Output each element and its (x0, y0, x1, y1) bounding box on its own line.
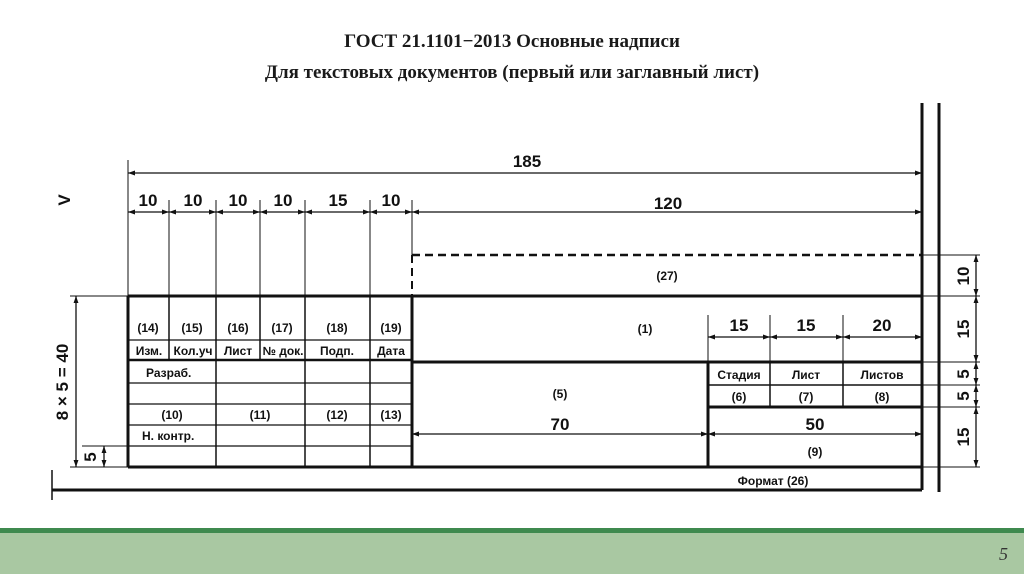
dim-sheets-col: 20 (872, 316, 892, 335)
field-14: (14) (137, 321, 159, 335)
dim-col1: 10 (138, 191, 158, 210)
label-no-dok: № док. (262, 344, 304, 358)
label-list2: Лист (791, 368, 821, 382)
dim-left-height: 8 × 5 = 40 (53, 343, 72, 421)
dim-stage-col: 15 (729, 316, 749, 335)
extension-lines (70, 160, 980, 467)
dim-right-h1: 10 (954, 266, 973, 286)
dim-bottom-row: 5 (81, 452, 100, 462)
dim-col5: 15 (328, 191, 348, 210)
field-27: (27) (656, 269, 678, 283)
title-line-2: Для текстовых документов (первый или заглавный лист) (264, 62, 760, 83)
field-9: (9) (807, 445, 823, 459)
dim-top-marker: V (55, 194, 74, 206)
dim-total-width: 185 (512, 152, 542, 171)
label-stadiya: Стадия (717, 368, 761, 382)
dim-right-h2: 15 (954, 319, 973, 339)
field-8: (8) (874, 390, 890, 404)
dim-col3: 10 (228, 191, 248, 210)
label-kol-uch: Кол.уч (173, 344, 213, 358)
field-5: (5) (552, 387, 568, 401)
field-1: (1) (637, 322, 653, 336)
field-12: (12) (326, 408, 348, 422)
dim-col4: 10 (273, 191, 293, 210)
label-data: Дата (377, 344, 405, 358)
field-16: (16) (227, 321, 249, 335)
field-15: (15) (181, 321, 203, 335)
stamp-box (128, 255, 922, 467)
field-19: (19) (380, 321, 402, 335)
dimension-lines (76, 173, 976, 467)
page-number: 5 (999, 544, 1008, 564)
dim-col6: 10 (381, 191, 401, 210)
dim-sheet-col: 15 (796, 316, 816, 335)
dim-right-h4: 5 (954, 391, 973, 401)
dim-main-width: 120 (653, 194, 683, 213)
field-17: (17) (271, 321, 293, 335)
label-razrab: Разраб. (146, 366, 192, 380)
dim-col2: 10 (183, 191, 203, 210)
dim-right-h3: 5 (954, 369, 973, 379)
label-izm: Изм. (135, 344, 163, 358)
label-podp: Подп. (320, 344, 354, 358)
field-6: (6) (731, 390, 747, 404)
field-7: (7) (798, 390, 814, 404)
dim-field5-width: 70 (550, 415, 570, 434)
label-list: Лист (223, 344, 253, 358)
field-11: (11) (249, 408, 271, 422)
label-listov: Листов (860, 368, 904, 382)
footer-bar (0, 533, 1024, 574)
label-format: Формат (26) (737, 474, 809, 488)
dimension-labels (53, 152, 973, 462)
field-18: (18) (326, 321, 348, 335)
dim-right-h5: 15 (954, 427, 973, 447)
dim-field9-width: 50 (805, 415, 825, 434)
title-line-1: ГОСТ 21.1101−2013 Основные надписи (344, 31, 680, 52)
field-10: (10) (161, 408, 183, 422)
label-n-kontr: Н. контр. (142, 429, 195, 443)
field-13: (13) (380, 408, 402, 422)
